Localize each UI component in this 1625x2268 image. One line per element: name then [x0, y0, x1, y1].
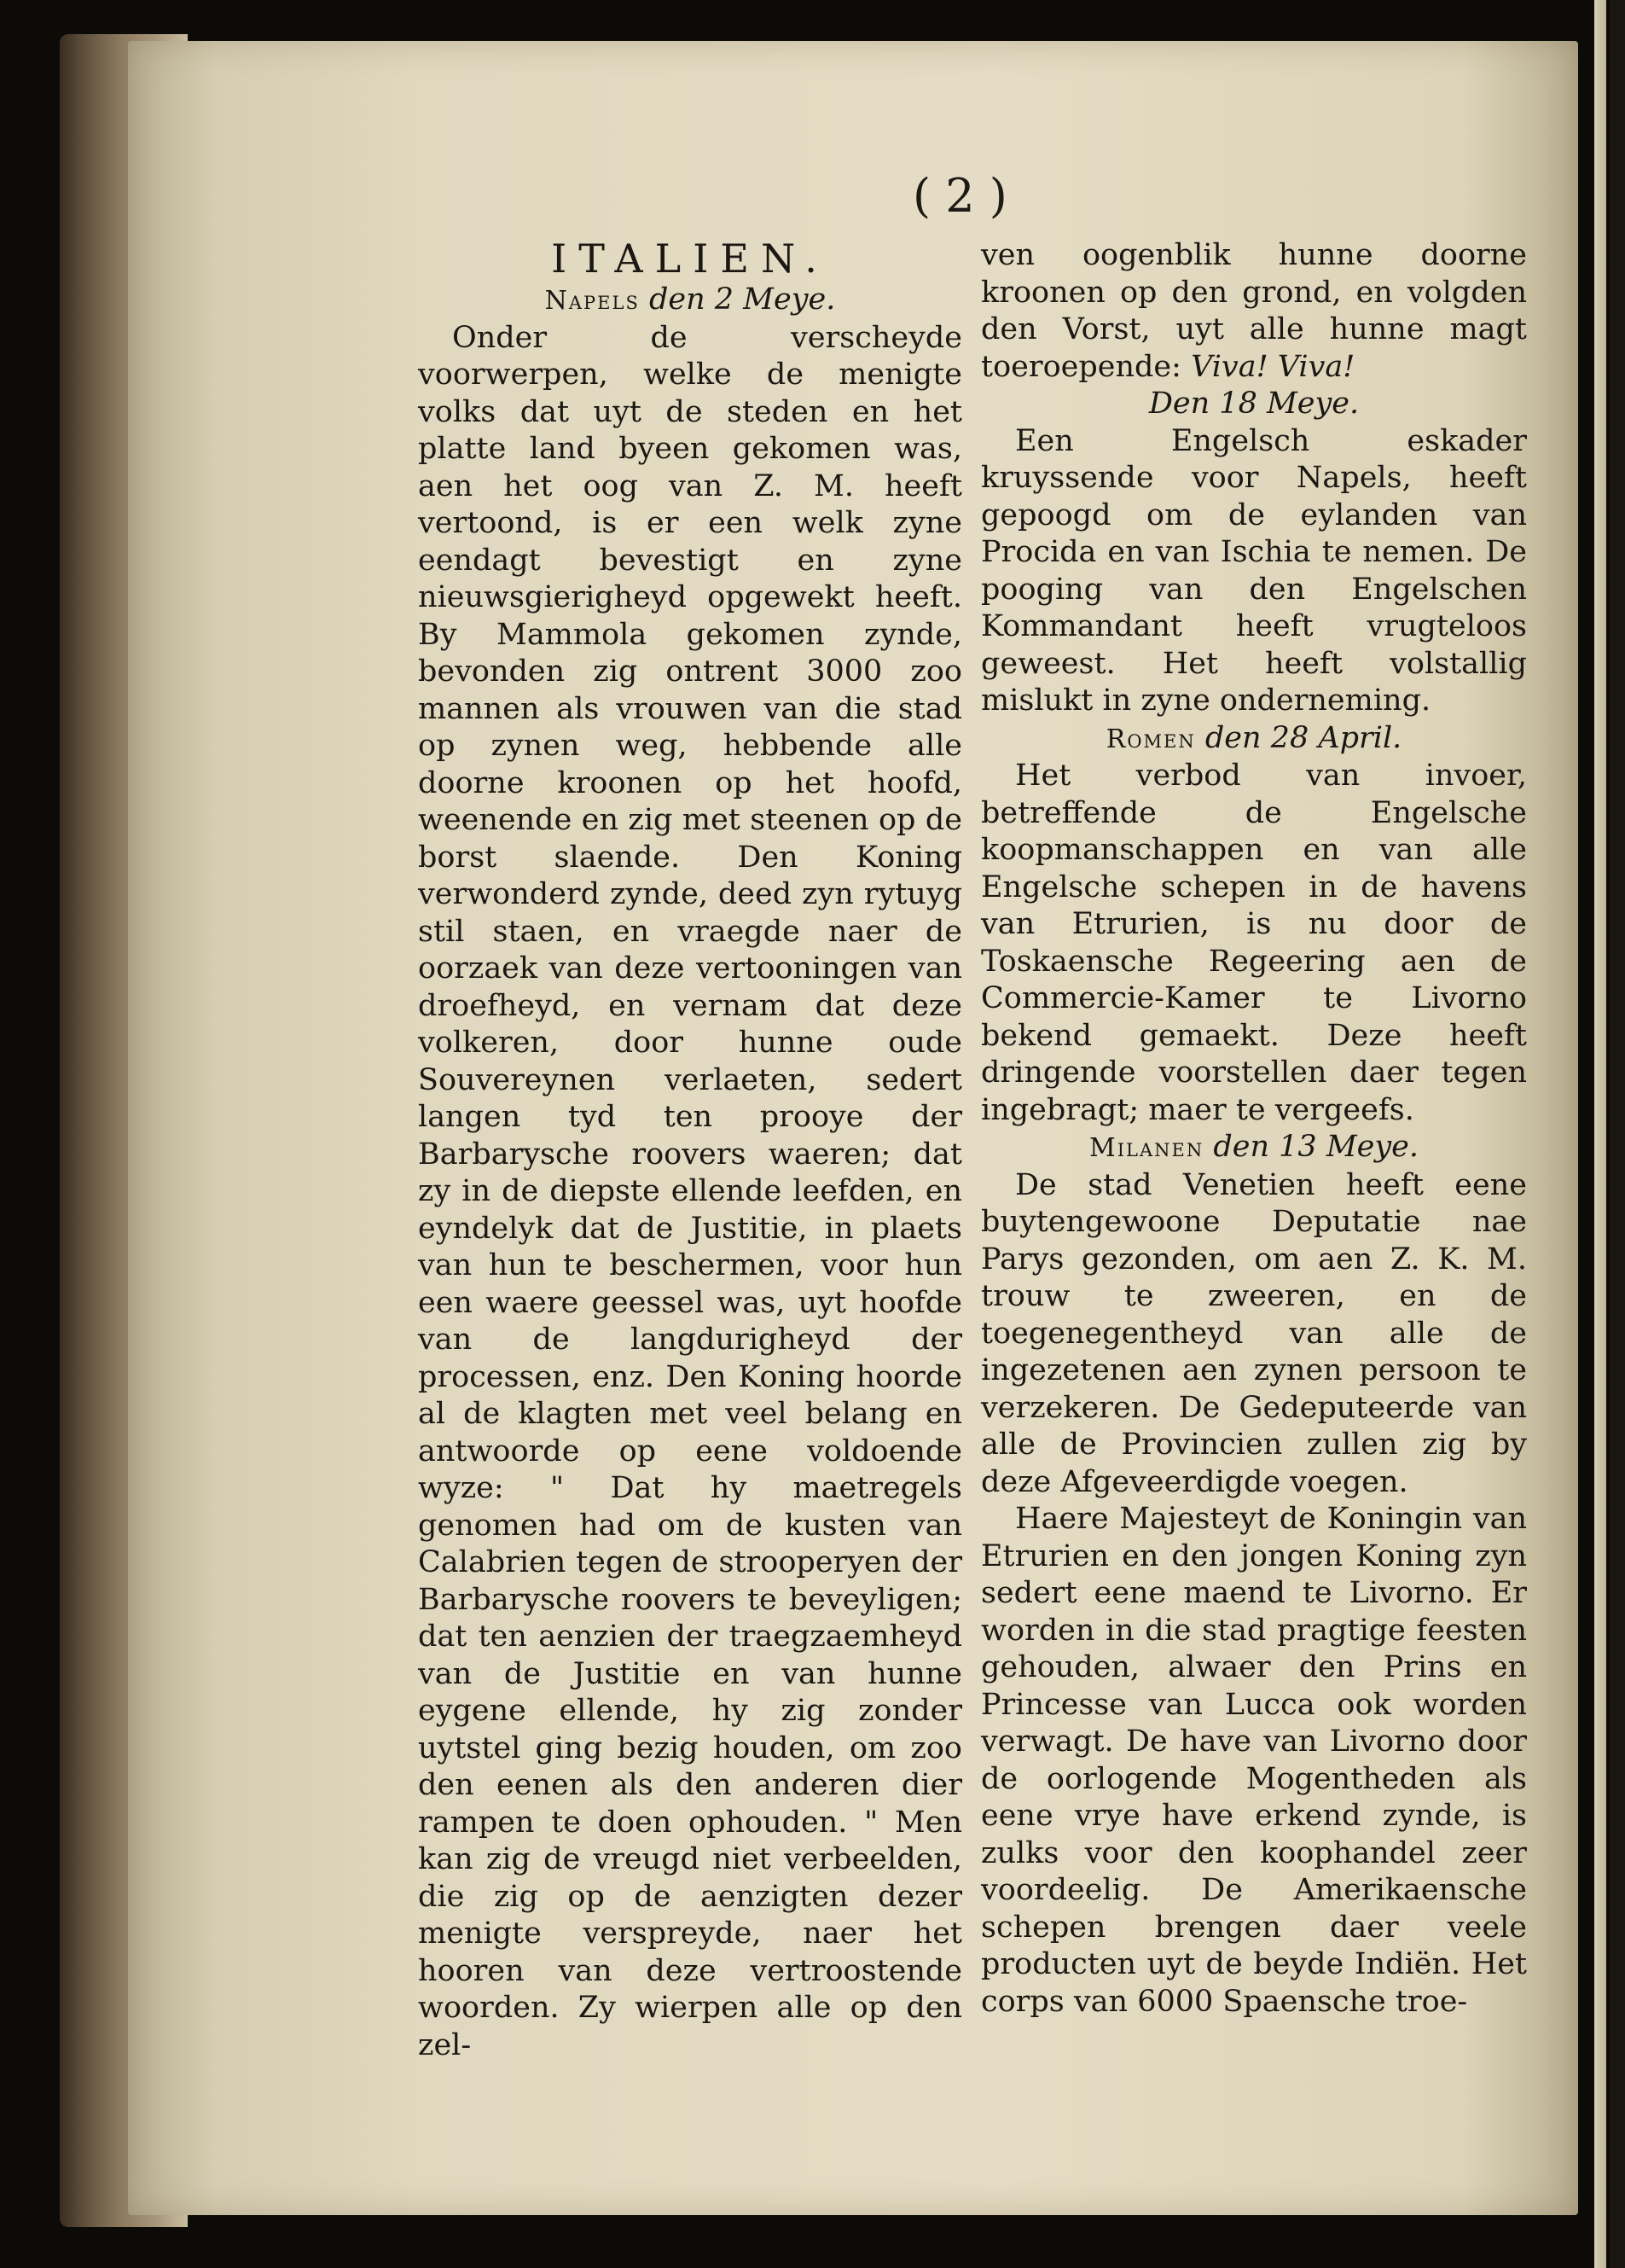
dateline-18-meye [981, 386, 1527, 423]
exclamation-text: Viva! Viva! [1191, 349, 1355, 384]
article-etrurien-body: Haere Majesteyt de Koningin van Etrurien en den jongen Koning zyn sedert eene maend te Livorno. Er worden in die stad pragtige feesten gehouden, alwaer den Prins en Princesse van Lucca ook worden verwagt. De have van Livorno door de oorlogende Mogentheden als eene vrye have erkend zynde, is zulks voor den koophandel zeer voordeelig. De Amerikaensche schepen brengen daer veele producten uyt de beyde Indiën. Het corps van 6000 Spaensche troe- [981, 1502, 1527, 2019]
article-venetien-body: De stad Venetien heeft eene buytengewoone Deputatie nae Parys gezonden, om aen Z. K. M. trouw te zweeren, en de toegenegentheyd van alle de ingezetenen aen zynen persoon te verzekeren. De Gedeputeerde van alle de Provincien zullen zig by deze Afgeveerdigde voegen. [981, 1167, 1527, 1499]
dateline-place: Milanen [1089, 1133, 1204, 1163]
section-heading: ITALIEN. [551, 236, 829, 282]
dateline-date: den 2 Meye. [649, 282, 836, 317]
article-eskader-body: Een Engelsch eskader kruyssende voor Napels, heeft gepoogd om de eylanden van Procida en van Ischia te nemen. De pooging van den Engelschen Kommandant heeft vrugteloos geweest. Het heeft volstallig mislukt in zyne onderneming. [981, 423, 1527, 718]
dateline-date: Den 18 Meye. [1148, 387, 1360, 421]
article-napels-continuation [981, 237, 1527, 386]
binding-edge [1610, 0, 1625, 2268]
dateline-date: den 28 April. [1204, 720, 1402, 755]
right-column [981, 237, 1527, 2021]
dateline-date: den 13 Meye. [1213, 1130, 1419, 1164]
dateline-romen [981, 720, 1527, 759]
article-romen-body: Het verbod van invoer, betreffende de Engelsche koopmanschappen en van alle Engelsche schepen in de havens van Etrurien, is nu door de Toskaensche Regeering aen de Commercie-Kamer te Livorno bekend gemaekt. Deze heeft dringende voorstellen daer tegen ingebragt; maer te vergeefs. [981, 759, 1527, 1127]
article-napels-body: Onder de verscheyde voorwerpen, welke de menigte volks dat uyt de steden en het platte land byeen gekomen was, aen het oog van Z. M. heeft vertoond, is er een welk zyne eendagt bevestigt en zyne nieuwsgierigheyd opgewekt heeft. By Mammola gekomen zynde, bevonden zig ontrent 3000 zoo mannen als vrouwen van die stad op zynen weg, hebbende alle doorne kroonen op het hoofd, weenende en zig met steenen op de borst slaende. Den Koning verwonderd zynde, deed zyn rytuyg stil staen, en vraegde naer de oorzaek van deze vertooningen van droefheyd, en vernam dat deze volkeren, door hunne oude Souvereynen verlaeten, sedert langen tyd ten prooye der Barbarysche roovers waeren; dat zy in de diepste ellende leefden, en eyndelyk dat de Justitie, in plaets van hun te beschermen, voor hun een waere geessel was, uyt hoofde van de langdurigheyd der processen, enz. Den Koning hoorde al de klagten met veel belang en antwoorde op eene voldoende wyze: " Dat hy maetregels genomen had om de kusten van Calabrien tegen de strooperyen der Barbarysche roovers te beveyligen; dat ten aenzien der traegzaemheyd van de Justitie en van hunne eygene ellende, hy zig zonder uytstel ging bezig houden, om zoo den eenen als den anderen dier rampen te doen ophouden. " Men kan zig de vreugd niet verbeelden, die zig op de aenzigten dezer menigte verspreyde, naer het hooren van deze vertroostende woorden. Zy wierpen alle op den zel- [418, 320, 962, 2062]
dateline-milanen [981, 1129, 1527, 1167]
continuation-text: ven oogenblik hunne doorne kroonen op den grond, en volgden den Vorst, uyt alle hunne magt toeroepende: [981, 238, 1527, 384]
next-leaf-edge [1594, 0, 1606, 2268]
left-column [418, 237, 962, 2064]
page-number: ( 2 ) [913, 169, 1007, 223]
dateline-place: Romen [1106, 724, 1196, 754]
dateline-napels [418, 282, 962, 320]
dateline-place: Napels [544, 286, 640, 316]
